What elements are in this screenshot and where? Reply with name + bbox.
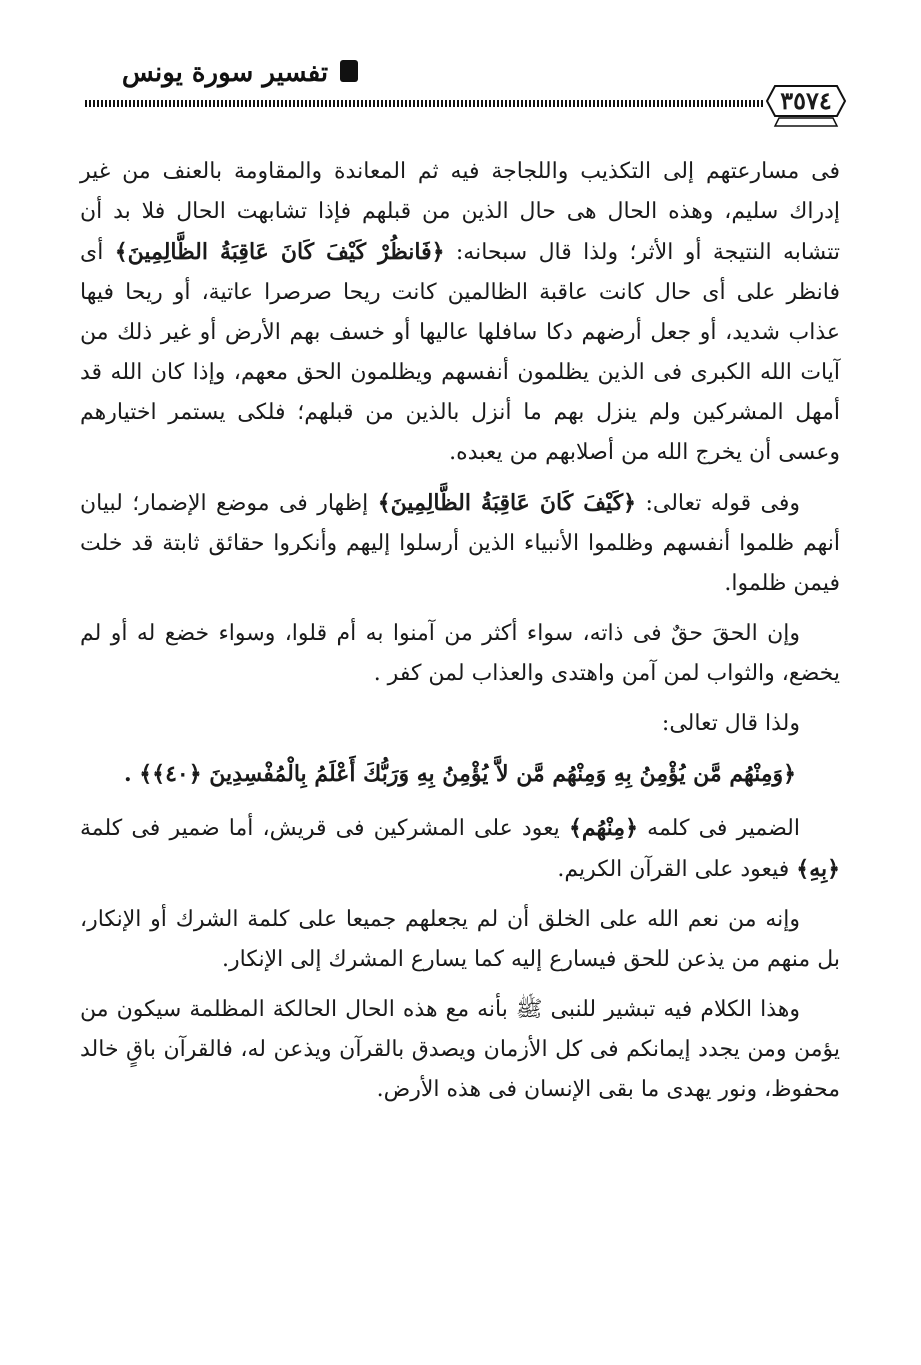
header-rule [85,100,765,107]
text: وهذا الكلام فيه تبشير للنبى ﷺ بأنه مع هذه الحال الحالكة المظلمة سيكون من يؤمن ومن يجدد إيمانكم فى كل الأزمان ويصدق بالقرآن ويذعن له، فالقرآن باقٍ خالد محفوظ، ونور يهدى ما بقى الإنسان فى هذه الأرض. [80,997,840,1102]
paragraph-4 [80,704,840,744]
text: ولذا قال تعالى: [661,711,800,736]
paragraph-5 [80,808,840,890]
quran-verse: ﴿وَمِنْهُم مَّن يُؤْمِنُ بِهِ وَمِنْهُم مَّن لاَّ يُؤْمِنُ بِهِ وَرَبُّكَ أَعْلَمُ بِالْمُفْسِدِينَ ﴿٤٠﴾﴾ . [123,761,797,787]
text: وإن الحقَ حقٌ فى ذاته، سواء أكثر من آمنوا به أم قلوا، وسواء خضع له أو لم يخضع، والثواب لمن آمن واهتدى والعذاب لمن كفر . [80,621,840,686]
paragraph-1 [80,152,840,473]
paragraph-3 [80,614,840,694]
text: فى مسارعتهم إلى التكذيب واللجاجة فيه ثم المعاندة والمقاومة بالعنف من غير إدراك سليم، وهذه الحال هى حال الذين من قبلهم فإذا تشابهت الحال فلا بد أن تتشابه النتيجة أو الأثر؛ ولذا قال سبحانه: [80,159,840,265]
ornament-icon [340,60,358,82]
text: فيعود على القرآن الكريم. [557,857,797,882]
quran-quote: ﴿كَيْفَ كَانَ عَاقِبَةُ الظَّالِمِينَ﴾ [377,490,637,516]
page-header [0,0,921,140]
page-number: ٣٥٧٤ [780,86,832,115]
body-text [80,152,840,1120]
text: إظهار فى موضع الإضمار؛ لبيان أنهم ظلموا أنفسهم وظلموا الأنبياء الذين أرسلوا إليهم وأنكروا حقائق ثابتة قد خلت فيمن ظلموا. [80,491,840,596]
quran-quote: ﴿بِهِ﴾ [796,856,840,882]
running-title: تفسير سورة يونس [121,58,329,88]
paragraph-2 [80,483,840,604]
quran-quote: ﴿فَانظُرْ كَيْفَ كَانَ عَاقِبَةُ الظَّالِمِينَ﴾ [114,239,445,265]
text: يعود على المشركين فى قريش، أما ضمير فى كلمة [80,816,569,841]
text: وإنه من نعم الله على الخلق أن لم يجعلهم جميعا على كلمة الشرك أو الإنكار، بل منهم من يذعن للحق فيسارع إليه كما يسارع المشرك إلى الإنكار. [80,907,840,972]
paragraph-6 [80,900,840,980]
text: وفى قوله تعالى: [636,491,801,516]
verse-line [80,754,840,794]
text: الضمير فى كلمه [637,816,800,841]
page-number-badge [765,82,847,120]
quran-quote: ﴿مِنْهُم﴾ [568,815,638,841]
paragraph-7 [80,990,840,1110]
text: أى فانظر على أى حال كانت عاقبة الظالمين كانت ريحا صرصرا عاتية، أو ريحا فيها عذاب شديد، أو جعل أرضهم دكا سافلها عاليها أو خسف بهم الأرض أو غير ذلك من آيات الله الكبرى فى الذين يظلمون أنفسهم ويظلمون الحق معهم، وإذا كان الله قد أمهل المشركين ولم ينزل بهم ما أنزل بالذين من قبلهم؛ فلكى يستمر اختيارهم وعسى أن يخرج الله من أصلابهم من يعبده. [80,240,840,465]
